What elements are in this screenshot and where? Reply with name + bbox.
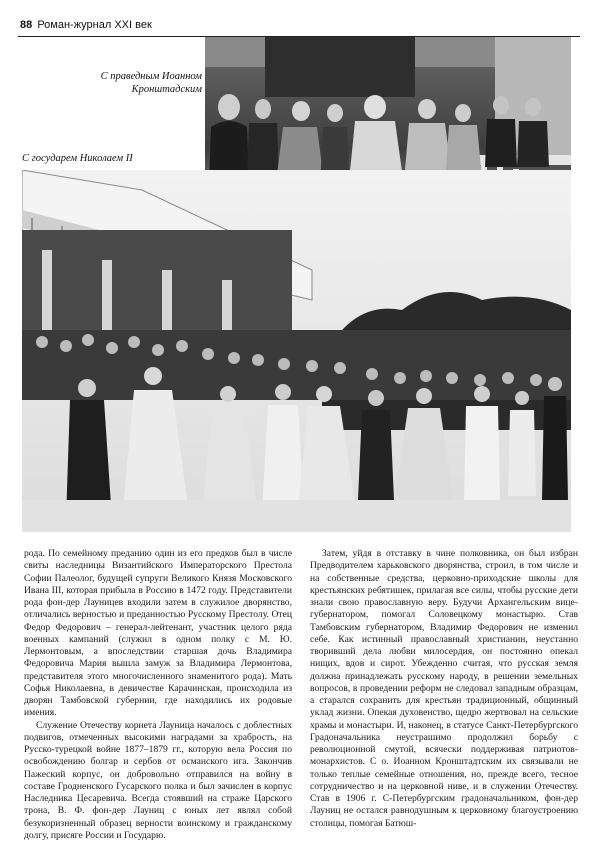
right-paragraph-1: Затем, уйдя в отставку в чине полковника, он был избран Предводителем харьковского дворянства, строил, в том числе и на собственные средства, церковно-приходские школы для крестьянских ребятишек, прилагая все силы, чтобы русские дети знали свою православную веру. Будучи Архангельским вице-губернатором, помогал Соловецкому монастырю. Став Тамбовским губернатором, Владимир Федорович не изменил себе. Как истинный православный христианин, неустанно творивший дела любви милосердия, он постоянно опекал нищих, вдов и сирот. Убежденно считая, что русская земля должна принадлежать русскому народу, в решении земельных вопросов, в проведении реформ не следовал западным образцам, а старался сохранить для крестьян традиционный, общинный уклад жизни. Опекая духовенство, щедро жертвовал на сельские храмы и монастыри. И, наконец, в статусе Санкт-Петербургского Градоначальника неустрашимо продолжил борьбу с революционной смутой, всячески поддерживая патриотов-монархистов. С о. Иоанном Кронштадтским их связывали не только теплые семейные отношения, но, прежде всего, тесное сотрудничество и на церковной ниве, и в служении Отечеству. Став в 1906 г. С-Петербургским градоначальником, фон-дер Лауниц не остался равнодушным к церковному благоустроению столицы, помогая Батюш-: [310, 548, 578, 830]
journal-title: Роман-журнал XXI век: [37, 19, 151, 31]
top-photo-caption: [98, 70, 202, 96]
page-number: 88: [20, 19, 32, 31]
photo-with-nicholas-ii: [22, 170, 571, 532]
top-photo-caption-text: С праведным Иоанном Кронштадским: [101, 71, 202, 95]
left-paragraph-2: Служение Отечеству корнета Лауница началось с доблестных подвигов, отмеченных высокими наградами за храбрость, на Русско-турецкой войне 1877–1879 гг., которую вела Россия по освобождению болгар и сербов от османского ига. Закончив Пажеский корпус, он добровольно отправился на войну в составе Гродненского Гусарского полка и был зачислен в корпус Наследника Цесаревича. Всегда стоявший на страже Царского трона, В. Ф. фон-дер Лауниц с юных лет являл собой безукоризненный образец верности воинскому и гражданскому долгу, присяге России и Государю.: [24, 720, 292, 842]
bottom-photo-caption: [22, 152, 192, 165]
text-column-left: [24, 548, 292, 842]
running-header: [20, 19, 152, 31]
left-paragraph-1: рода. По семейному преданию один из его предков был в числе свиты наследницы Византийского Императорского Престола Софии Палеолог, будущей супруги Великого Князя Московского Ивана III, которая прибыла в Россию в 1472 году. Представители рода фон-дер Лауницев входили затем в служилое дворянство, отличались верностью и преданностью Русскому Престолу. Отец Федор Федорович – генерал-лейтенант, участник целого ряда военных кампаний (служил в одном полку с М. Ю. Лермонтовым, а впоследствии старшая дочь Владимира Федоровича Мария вышла замуж за Владимира Лермонтова, представителя этого многочисленного знаменитого рода). Мать Софья Николаевна, в девичестве Карачинская, происходила из дворян Тамбовской губернии, где находились их родовые имения.: [24, 548, 292, 720]
bottom-photo-caption-text: С государем Николаем II: [22, 153, 133, 164]
text-column-right: [310, 548, 578, 830]
